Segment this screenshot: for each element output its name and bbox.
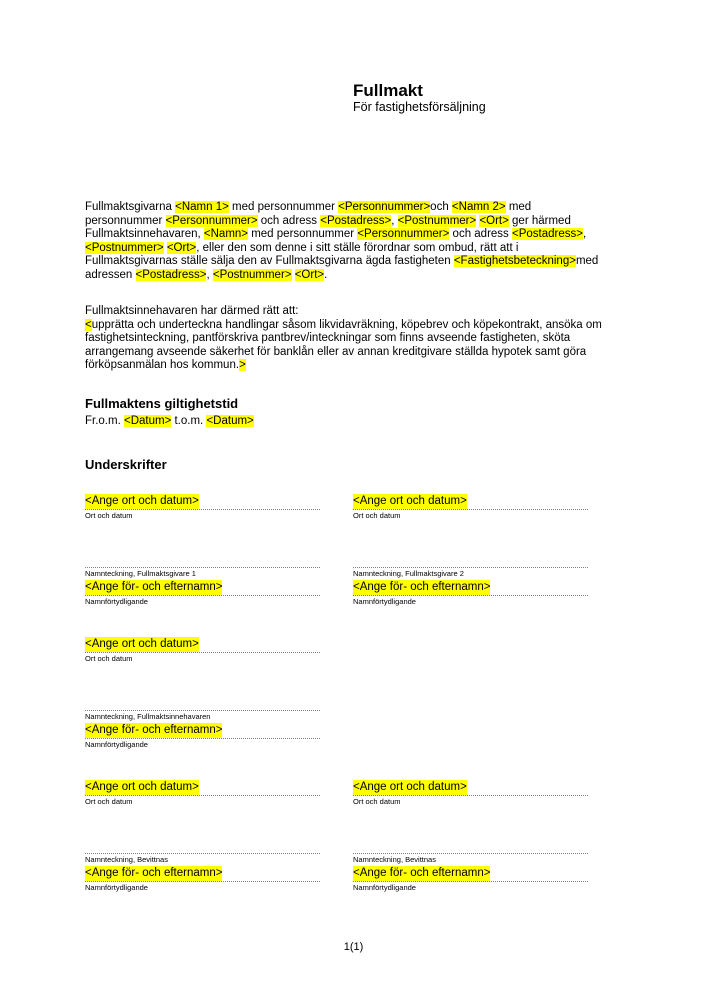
highlighted-placeholder: <Postnummer> <box>212 268 292 281</box>
text-run: ger härmed <box>508 214 571 227</box>
signature-column <box>85 494 320 606</box>
highlighted-placeholder: <Postnummer> <box>85 241 164 254</box>
text-run: och adress <box>257 214 321 227</box>
signature-line <box>353 567 588 568</box>
validity-heading: Fullmaktens giltighetstid <box>85 396 239 411</box>
highlighted-placeholder: <Namn 2> <box>451 201 506 213</box>
signature-line <box>353 853 588 854</box>
text-run: , <box>582 228 587 240</box>
name-field <box>85 580 320 596</box>
date-label: Ort och datum <box>353 797 401 806</box>
name-field <box>353 580 588 596</box>
signature-line <box>85 710 320 711</box>
name-field-placeholder: <Ange för- och efternamn> <box>353 867 491 879</box>
highlighted-placeholder: < <box>85 318 92 331</box>
date-field-placeholder: <Ange ort och datum> <box>85 638 199 650</box>
text-run: med personnummer <box>248 228 358 240</box>
highlighted-placeholder: <Postadress> <box>320 214 392 227</box>
name-clarification-label: Namnförtydligande <box>353 597 416 606</box>
date-label: Ort och datum <box>353 511 401 520</box>
text-run: . <box>324 268 328 281</box>
text-run: personnummer <box>85 214 166 227</box>
name-field <box>85 866 320 882</box>
signature-column <box>353 494 588 606</box>
text-run: , <box>391 214 398 227</box>
signature-label: Namnteckning, Fullmaktsinnehavaren <box>85 712 211 721</box>
name-clarification-label: Namnförtydligande <box>85 740 148 749</box>
text-run: med personnummer <box>228 201 339 213</box>
date-field <box>353 780 588 796</box>
signature-column <box>353 780 588 892</box>
text-run: , <box>206 268 213 281</box>
signature-block <box>85 494 588 606</box>
signature-label: Namnteckning, Bevittnas <box>353 855 436 864</box>
date-field-placeholder: <Ange ort och datum> <box>85 495 199 507</box>
highlighted-placeholder: <Fastighetsbeteckning> <box>453 255 576 267</box>
signature-block <box>85 637 320 749</box>
text-run: fastighetsinteckning, pantförskriva pantbrev/inteckningar som finns avseende fastigheten, sköta <box>85 332 571 344</box>
name-field-placeholder: <Ange för- och efternamn> <box>85 581 223 593</box>
name-field-placeholder: <Ange för- och efternamn> <box>85 867 223 879</box>
rights-paragraph <box>85 305 645 373</box>
text-run: arrangemang avseende säkerhet för banklån eller av annan kreditgivare ställda hypotek samt göra <box>85 345 587 358</box>
rights-lead: Fullmaktsinnehavaren har därmed rätt att: <box>85 305 299 317</box>
text-run: Fullmaktsgivarnas ställe sälja den av Fullmaktsgivarna ägda fastigheten <box>85 255 454 267</box>
highlighted-placeholder: <Datum> <box>123 415 172 427</box>
highlighted-placeholder: <Ort> <box>294 268 325 281</box>
intro-paragraph <box>85 201 645 282</box>
signature-block <box>85 780 588 892</box>
name-clarification-label: Namnförtydligande <box>85 597 148 606</box>
signature-column <box>85 780 320 892</box>
date-field <box>85 780 320 796</box>
signature-column <box>85 637 320 749</box>
name-field <box>85 723 320 739</box>
highlighted-placeholder: <Ort> <box>166 241 197 254</box>
text-run: Fullmaktsgivarna <box>85 201 176 213</box>
signature-space <box>353 806 588 853</box>
highlighted-placeholder: <Postnummer> <box>397 214 477 227</box>
signatures-heading: Underskrifter <box>85 457 167 472</box>
text-run: adressen <box>85 268 136 281</box>
document-subtitle: För fastighetsförsäljning <box>353 100 486 114</box>
date-field-placeholder: <Ange ort och datum> <box>85 781 199 793</box>
highlighted-placeholder: <Namn 1> <box>175 201 229 213</box>
highlighted-placeholder: <Personnummer> <box>357 228 450 240</box>
text-run: Fullmaktsinnehavaren, <box>85 228 204 240</box>
date-field <box>85 494 320 510</box>
signature-label: Namnteckning, Fullmaktsgivare 2 <box>353 569 464 578</box>
text-run: förköpsanmälan hos kommun. <box>85 359 240 371</box>
date-label: Ort och datum <box>85 654 133 663</box>
signature-space <box>85 520 320 567</box>
text-run: Fr.o.m. <box>85 415 124 427</box>
date-field <box>85 637 320 653</box>
page-number: 1(1) <box>343 941 364 953</box>
signature-space <box>353 520 588 567</box>
date-label: Ort och datum <box>85 797 133 806</box>
date-field-placeholder: <Ange ort och datum> <box>353 781 467 793</box>
highlighted-placeholder: <Personnummer> <box>165 214 258 227</box>
highlighted-placeholder: > <box>239 359 246 371</box>
text-run: , eller den som denne i sitt ställe förordnar som ombud, rätt att i <box>196 241 519 254</box>
signature-space <box>85 806 320 853</box>
text-run: och adress <box>449 228 513 240</box>
title-block <box>353 81 486 115</box>
name-field-placeholder: <Ange för- och efternamn> <box>85 724 223 736</box>
highlighted-placeholder: <Postadress> <box>135 268 207 281</box>
highlighted-placeholder: <Personnummer> <box>338 201 431 213</box>
highlighted-placeholder: <Ort> <box>479 214 509 227</box>
document-title: Fullmakt <box>353 81 423 100</box>
signature-label: Namnteckning, Bevittnas <box>85 855 168 864</box>
text-run: upprätta och underteckna handlingar såsom likvidavräkning, köpebrev och köpekontrakt, ansöka om <box>91 318 602 331</box>
text-run: t.o.m. <box>171 415 207 427</box>
text-run: med <box>505 201 532 213</box>
highlighted-placeholder: <Datum> <box>206 415 254 427</box>
highlighted-placeholder: <Postadress> <box>512 228 583 240</box>
name-field <box>353 866 588 882</box>
validity-line <box>85 415 485 429</box>
signature-line <box>85 853 320 854</box>
name-clarification-label: Namnförtydligande <box>353 883 416 892</box>
text-run: och <box>430 201 452 213</box>
signature-line <box>85 567 320 568</box>
name-clarification-label: Namnförtydligande <box>85 883 148 892</box>
highlighted-placeholder: <Namn> <box>203 228 249 240</box>
signature-label: Namnteckning, Fullmaktsgivare 1 <box>85 569 196 578</box>
name-field-placeholder: <Ange för- och efternamn> <box>353 581 491 593</box>
date-field <box>353 494 588 510</box>
date-label: Ort och datum <box>85 511 133 520</box>
text-run: med <box>575 255 599 267</box>
signature-space <box>85 663 320 710</box>
rights-body <box>85 319 602 372</box>
date-field-placeholder: <Ange ort och datum> <box>353 495 467 507</box>
